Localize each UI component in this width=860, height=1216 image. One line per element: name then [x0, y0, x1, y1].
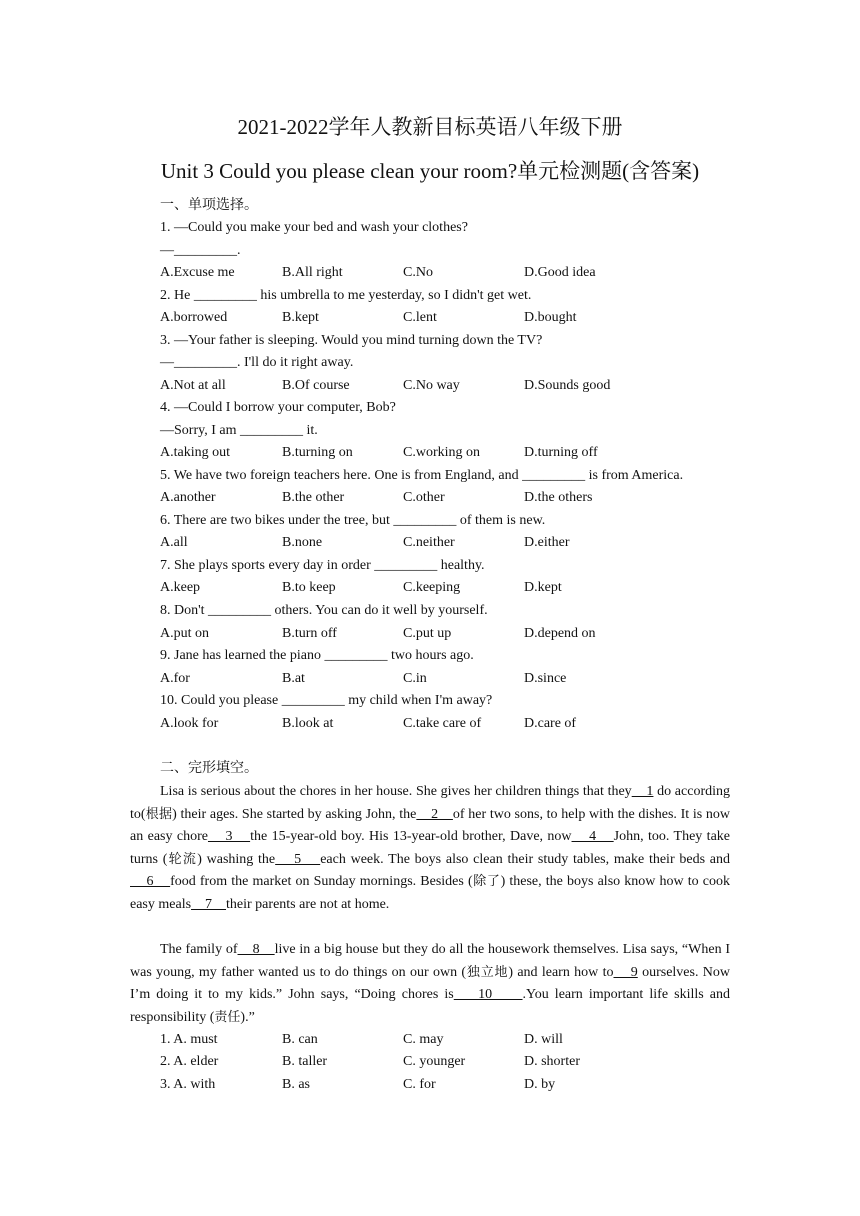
text-run: Lisa is serious about the chores in her house. She gives her children things that they: [160, 784, 632, 799]
option-d: D.Sounds good: [524, 378, 611, 393]
option-d: D. will: [524, 1032, 563, 1047]
option-c: C. younger: [403, 1054, 466, 1069]
cloze-paragraph-1: [130, 781, 730, 917]
option-a: 1. A. must: [160, 1032, 218, 1047]
option-d: D. shorter: [524, 1054, 580, 1069]
option-b: B. as: [282, 1077, 310, 1092]
text-run: ) these, the boys also know how to cook easy meals: [130, 874, 731, 912]
question-stem: 4. —Could I borrow your computer, Bob?: [160, 400, 396, 415]
question-stem-reply: —_________. I'll do it right away.: [160, 355, 354, 370]
option-d: D.either: [524, 535, 570, 550]
text-run: the 15-year-old boy. His 13-year-old brother, Dave, now: [250, 829, 572, 845]
option-a: A.taking out: [160, 445, 230, 460]
chinese-gloss: 独立地: [466, 964, 509, 980]
option-d: D. by: [524, 1077, 556, 1092]
question-stem: 7. She plays sports every day in order _________ healthy.: [160, 558, 485, 573]
option-a: A.Excuse me: [160, 265, 235, 280]
option-c: C. may: [403, 1032, 444, 1047]
option-a: A.borrowed: [160, 310, 228, 325]
option-c: C.keeping: [403, 580, 461, 595]
blank-10: 10: [453, 987, 523, 1003]
option-d: D.since: [524, 671, 567, 686]
document-title: 2021-2022学年人教新目标英语八年级下册: [237, 115, 623, 139]
option-b: B.turn off: [282, 626, 337, 641]
option-a: A.for: [160, 671, 190, 686]
option-c: C.in: [403, 671, 427, 686]
chinese-gloss: 责任: [214, 1009, 241, 1025]
blank-1: 1: [631, 784, 654, 799]
option-a: A.keep: [160, 580, 201, 595]
option-c: C.other: [403, 490, 445, 505]
text-run: do according to(: [130, 784, 731, 822]
chinese-gloss: 除了: [472, 874, 501, 890]
option-b: B.turning on: [282, 445, 353, 460]
option-b: B.none: [282, 535, 323, 550]
text-run: ) their ages. She started by asking John, the: [172, 806, 417, 822]
option-c: C.No: [403, 265, 433, 280]
option-b: B.to keep: [282, 580, 336, 595]
blank-2: 2: [416, 806, 453, 822]
question-stem: 9. Jane has learned the piano _________ two hours ago.: [160, 648, 474, 663]
option-b: B.Of course: [282, 378, 350, 393]
text-run: live in a big house but they do all the housework themselves. Lisa says, “When I was young, my father wanted us to do things on our own (: [130, 942, 731, 980]
blank-8: 8: [237, 942, 275, 957]
text-run: of her two sons, to help with the dishes. It is now an easy chore: [130, 806, 730, 845]
option-d: D.kept: [524, 580, 562, 595]
question-stem: 2. He _________ his umbrella to me yesterday, so I didn't get wet.: [160, 288, 532, 303]
option-b: B. can: [282, 1032, 318, 1047]
option-d: D.depend on: [524, 626, 596, 641]
option-a: A.put on: [160, 626, 209, 641]
option-d: D.the others: [524, 490, 593, 505]
chinese-gloss: 轮流: [167, 851, 198, 867]
text-run: The family of: [160, 942, 238, 957]
option-c: C.take care of: [403, 716, 482, 731]
option-b: B.All right: [282, 265, 343, 280]
option-c: C.lent: [403, 310, 437, 325]
option-d: D.Good idea: [524, 265, 596, 280]
blank-9: 9: [613, 964, 638, 980]
blank-7: 7: [191, 896, 227, 912]
option-c: C.neither: [403, 535, 455, 550]
option-c: C.put up: [403, 626, 452, 641]
section2-heading: 二、完形填空。: [160, 761, 258, 776]
question-stem: 8. Don't _________ others. You can do it well by yourself.: [160, 603, 488, 618]
question-stem-reply: —_________.: [160, 243, 241, 258]
option-b: B.the other: [282, 490, 345, 505]
document-subtitle: Unit 3 Could you please clean your room?单元检测题(含答案): [160, 159, 700, 183]
option-a: A.all: [160, 535, 188, 550]
option-a: 2. A. elder: [160, 1054, 219, 1069]
option-a: A.Not at all: [160, 378, 226, 393]
option-b: B.look at: [282, 716, 334, 731]
option-c: C.working on: [403, 445, 480, 460]
chinese-gloss: 根据: [145, 806, 173, 822]
text-run: ) washing the: [197, 851, 276, 867]
text-run: food from the market on Sunday mornings. Besides (: [170, 874, 473, 890]
option-d: D.care of: [524, 716, 577, 731]
question-stem: 6. There are two bikes under the tree, but _________ of them is new.: [160, 513, 546, 528]
option-c: C. for: [403, 1077, 436, 1092]
option-b: B. taller: [282, 1054, 328, 1069]
option-d: D.bought: [524, 310, 577, 325]
text-run: their parents are not at home.: [226, 896, 390, 912]
question-stem: 5. We have two foreign teachers here. One is from England, and _________ is from America.: [160, 468, 684, 483]
text-run: ) and learn how to: [508, 964, 614, 980]
question-stem: 3. —Your father is sleeping. Would you mind turning down the TV?: [160, 333, 543, 348]
option-a: A.look for: [160, 716, 219, 731]
section1-heading: 一、单项选择。: [160, 198, 258, 213]
blank-5: 5: [275, 851, 321, 867]
cloze-paragraph-2: [130, 939, 730, 1029]
option-a: A.another: [160, 490, 216, 505]
question-stem: 1. —Could you make your bed and wash your clothes?: [160, 220, 468, 235]
option-c: C.No way: [403, 378, 460, 393]
text-run: .You learn important life skills and responsibility (: [130, 987, 731, 1025]
blank-6: 6: [130, 874, 171, 890]
option-a: 3. A. with: [160, 1077, 216, 1092]
text-run: ourselves. Now I’m doing it to my kids.” John says, “Doing chores is: [130, 964, 730, 1003]
option-b: B.kept: [282, 310, 319, 325]
option-d: D.turning off: [524, 445, 598, 460]
option-b: B.at: [282, 671, 305, 686]
text-run: ).”: [240, 1009, 255, 1025]
question-stem-reply: —Sorry, I am _________ it.: [160, 423, 318, 438]
text-run: each week. The boys also clean their study tables, make their beds and: [320, 851, 730, 867]
blank-3: 3: [207, 829, 251, 845]
question-stem: 10. Could you please _________ my child when I'm away?: [160, 693, 493, 708]
text-run: John, too. They take turns (: [130, 829, 730, 867]
blank-4: 4: [571, 829, 614, 845]
